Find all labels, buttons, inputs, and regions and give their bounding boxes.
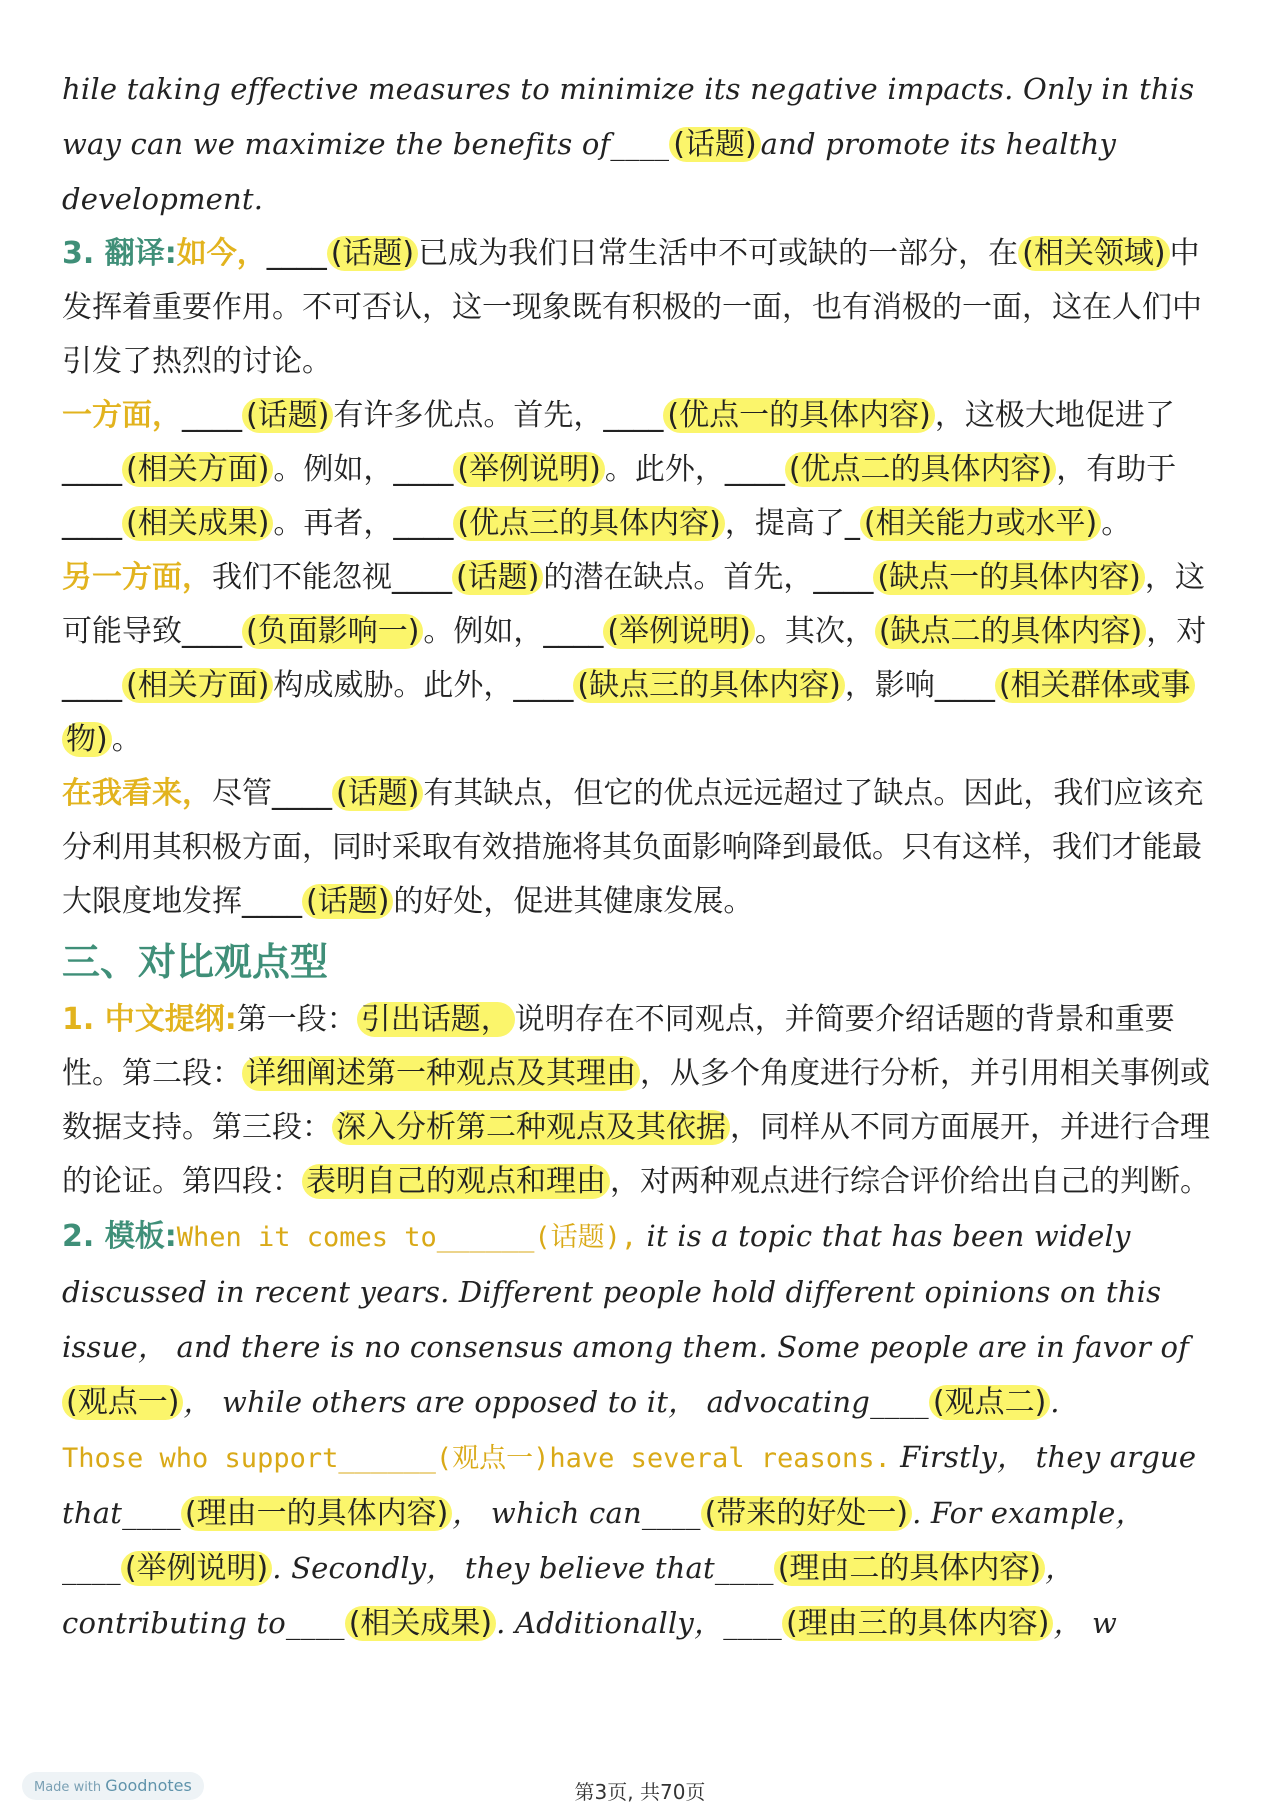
highlighted-placeholder: (相关方面) <box>122 668 273 703</box>
highlighted-placeholder: (缺点三的具体内容) <box>573 668 844 703</box>
highlighted-placeholder: (优点二的具体内容) <box>785 452 1056 487</box>
text-segment: . Secondly， they believe that____ <box>272 1551 774 1585</box>
highlighted-placeholder: (举例说明) <box>453 452 604 487</box>
text-segment: ，影响____ <box>844 668 995 703</box>
highlighted-placeholder: (观点二) <box>929 1385 1050 1420</box>
highlighted-placeholder: 引出话题， <box>357 1002 515 1037</box>
highlighted-placeholder: (话题) <box>242 398 333 433</box>
highlighted-placeholder: (缺点一的具体内容) <box>873 560 1144 595</box>
highlighted-placeholder: (话题) <box>302 884 393 919</box>
text-segment: ， while others are opposed to it， advocating____ <box>183 1385 929 1419</box>
badge-brand: Goodnotes <box>105 1776 192 1795</box>
text-segment: 如今， <box>176 236 267 271</box>
text-segment: ____ <box>182 398 242 433</box>
text-segment: 在我看来， <box>62 776 212 811</box>
highlighted-placeholder: (举例说明) <box>603 614 754 649</box>
paragraph <box>62 993 1222 1209</box>
text-segment: Firstly， they argue that____ <box>62 1440 1206 1530</box>
text-segment: hile taking effective measures to minimize its negative impacts. Only in this way can we maximize the benefits of____ <box>62 72 1204 161</box>
text-segment: 。 <box>1101 506 1132 541</box>
badge-prefix: Made with <box>34 1780 102 1795</box>
highlighted-placeholder: (相关能力或水平) <box>860 506 1101 541</box>
text-segment: ，有助于____ <box>62 452 1177 541</box>
text-segment: 已成为我们日常生活中不可或缺的一部分，在 <box>418 236 1019 271</box>
paragraph <box>62 1209 1222 1430</box>
highlighted-placeholder: 详细阐述第一种观点及其理由 <box>242 1056 640 1091</box>
note-content <box>62 62 1222 1651</box>
paragraph <box>62 1430 1222 1651</box>
highlighted-placeholder: (缺点二的具体内容) <box>875 614 1146 649</box>
text-segment: ，这可能导致____ <box>62 560 1205 649</box>
text-segment: 。再者，____ <box>273 506 454 541</box>
highlighted-placeholder: (带来的好处一) <box>701 1496 912 1531</box>
text-segment: 。 <box>111 722 142 757</box>
highlighted-placeholder: (理由二的具体内容) <box>774 1551 1045 1586</box>
highlighted-placeholder: (话题) <box>327 236 418 271</box>
text-segment: ，从多个角度进行分析，并引用相关事例或数据支持。第三段： <box>62 1056 1210 1145</box>
text-segment: ，同样从不同方面展开，并进行合理的论证。第四段： <box>62 1110 1210 1199</box>
text-segment: 。此外，____ <box>604 452 785 487</box>
highlighted-placeholder: (负面影响一) <box>242 614 423 649</box>
text-segment: 构成威胁。此外，____ <box>273 668 574 703</box>
text-segment: 一方面， <box>62 398 182 433</box>
paragraph <box>62 227 1222 389</box>
text-segment: ， which can____ <box>452 1496 701 1530</box>
highlighted-placeholder: (话题) <box>452 560 543 595</box>
text-segment: Those who support______(观点一)have several reasons. <box>62 1443 891 1474</box>
highlighted-placeholder: (优点一的具体内容) <box>663 398 934 433</box>
text-segment: 尽管____ <box>212 776 332 811</box>
page-number: 第3页, 共70页 <box>574 1780 706 1804</box>
highlighted-placeholder: (理由三的具体内容) <box>782 1606 1053 1641</box>
highlighted-placeholder: (相关领域) <box>1018 236 1169 271</box>
text-segment: 1. 中文提纲: <box>62 1002 237 1037</box>
paragraph <box>62 767 1222 929</box>
highlighted-placeholder: (相关成果) <box>122 506 273 541</box>
text-segment: 有其缺点，但它的优点远远超过了缺点。因此，我们应该充分利用其积极方面，同时采取有效措施将其负面影响降到最低。只有这样，我们才能最大限度地发挥____ <box>62 776 1204 919</box>
text-segment: ， w <box>1053 1606 1118 1640</box>
text-segment: . Additionally，____ <box>496 1606 783 1640</box>
text-segment: it is a topic that has been widely discussed in recent years. Different people hold different opinions on this issue， and there is no consensus among them. Some people are in favor of <box>62 1219 1199 1364</box>
text-segment: ，对两种观点进行综合评价给出自己的判断。 <box>610 1164 1210 1199</box>
paragraph <box>62 389 1222 551</box>
highlighted-placeholder: 表明自己的观点和理由 <box>302 1164 610 1199</box>
text-segment: 有许多优点。首先，____ <box>333 398 664 433</box>
text-segment: . For example，____ <box>62 1496 1145 1585</box>
text-segment: 第一段： <box>236 1002 357 1037</box>
text-segment: 另一方面， <box>62 560 212 595</box>
text-segment: 说明存在不同观点，并简要介绍话题的背景和重要性。第二段： <box>62 1002 1175 1091</box>
text-segment: 三、对比观点型 <box>62 940 329 984</box>
paragraph <box>62 62 1222 227</box>
highlighted-placeholder: (相关群体或事物) <box>62 668 1195 757</box>
text-segment: ， contributing to____ <box>62 1551 1084 1640</box>
highlighted-placeholder: (举例说明) <box>121 1551 272 1586</box>
text-segment: 。例如，____ <box>423 614 604 649</box>
text-segment: ，这极大地促进了____ <box>62 398 1175 487</box>
paragraph <box>62 551 1222 767</box>
text-segment: 。例如，____ <box>273 452 454 487</box>
text-segment: 的好处，促进其健康发展。 <box>393 884 754 919</box>
highlighted-placeholder: (优点三的具体内容) <box>453 506 724 541</box>
text-segment: ，对____ <box>62 614 1207 703</box>
text-segment: 2. 模板: <box>62 1219 177 1254</box>
highlighted-placeholder: (相关方面) <box>122 452 273 487</box>
section-title <box>62 931 1222 993</box>
text-segment: and promote its healthy development. <box>62 127 1126 216</box>
highlighted-placeholder: (观点一) <box>62 1385 183 1420</box>
text-segment: 3. 翻译: <box>62 236 177 271</box>
text-segment: ____ <box>266 236 327 271</box>
text-segment: 中发挥着重要作用。不可否认，这一现象既有积极的一面，也有消极的一面，这在人们中引发了热烈的讨论。 <box>62 236 1202 379</box>
text-segment: ，提高了_ <box>724 506 860 541</box>
text-segment: 。其次， <box>754 614 875 649</box>
highlighted-placeholder: (话题) <box>669 127 760 162</box>
highlighted-placeholder: (理由一的具体内容) <box>181 1496 452 1531</box>
highlighted-placeholder: (话题) <box>332 776 423 811</box>
text-segment: When it comes to______(话题), <box>176 1222 638 1253</box>
text-segment: 的潜在缺点。首先，____ <box>543 560 874 595</box>
text-segment: . <box>1050 1385 1060 1419</box>
text-segment: 我们不能忽视____ <box>212 560 452 595</box>
highlighted-placeholder: 深入分析第二种观点及其依据 <box>332 1110 730 1145</box>
highlighted-placeholder: (相关成果) <box>345 1606 496 1641</box>
